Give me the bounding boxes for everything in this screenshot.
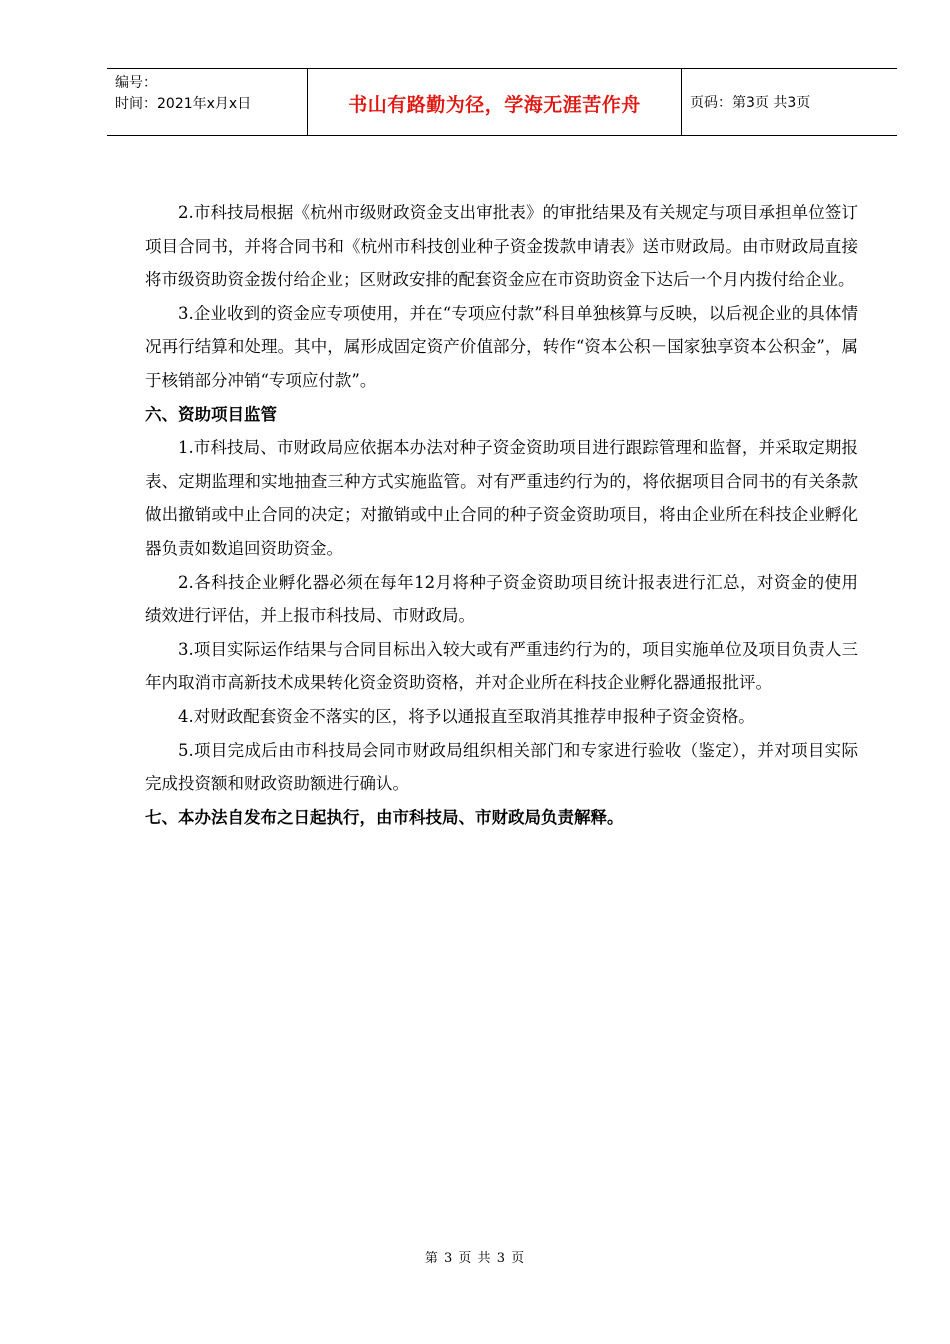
paragraph-supervision-1: 1.市科技局、市财政局应依据本办法对种子资金资助项目进行跟踪管理和监督，并采取定期报表、定期监理和实地抽查三种方式实施监管。对有严重违约行为的，将依据项目合同书的有关条款做出撤销或中止合同的决定；对撤销或中止合同的种子资金资助项目，将由企业所在科技企业孵化器负责如数追回资助资金。	[145, 438, 858, 558]
header-meta	[107, 69, 308, 135]
document-body	[145, 196, 858, 834]
paragraph-3-fund-usage: 3.企业收到的资金应专项使用，并在“专项应付款”科目单独核算与反映，以后视企业的具体情况再行结算和处理。其中，属形成固定资产价值部分，转作“资本公积－国家独享资本公积金”，属于核销部分冲销“专项应付款”。	[145, 303, 858, 390]
section-heading-7: 七、本办法自发布之日起执行，由市科技局、市财政局负责解释。	[145, 807, 624, 827]
header-motto: 书山有路勤为径，学海无涯苦作舟	[308, 69, 682, 135]
paragraph-supervision-3: 3.项目实际运作结果与合同目标出入较大或有严重违约行为的，项目实施单位及项目负责人三年内取消市高新技术成果转化资金资助资格，并对企业所在科技企业孵化器通报批评。	[145, 639, 858, 693]
section-heading-6: 六、资助项目监管	[145, 404, 277, 424]
header-date: 时间：2021年x月x日	[115, 96, 252, 112]
page-header	[107, 68, 897, 136]
header-page-info: 页码：第3页 共3页	[690, 95, 811, 111]
paragraph-2-contract: 2.市科技局根据《杭州市级财政资金支出审批表》的审批结果及有关规定与项目承担单位签订项目合同书，并将合同书和《杭州市科技创业种子资金拨款申请表》送市财政局。由市财政局直接将市级资助资金拨付给企业；区财政安排的配套资金应在市资助资金下达后一个月内拨付给企业。	[145, 203, 858, 290]
header-number-label: 编号：	[115, 75, 157, 91]
paragraph-supervision-2: 2.各科技企业孵化器必须在每年12月将种子资金资助项目统计报表进行汇总，对资金的使用绩效进行评估，并上报市科技局、市财政局。	[145, 572, 858, 626]
paragraph-supervision-4: 4.对财政配套资金不落实的区，将予以通报直至取消其推荐申报种子资金资格。	[178, 706, 755, 726]
paragraph-supervision-5: 5.项目完成后由市科技局会同市财政局组织相关部门和专家进行验收（鉴定），并对项目实际完成投资额和财政资助额进行确认。	[145, 740, 858, 794]
page-footer: 第 3 页 共 3 页	[424, 1251, 526, 1266]
